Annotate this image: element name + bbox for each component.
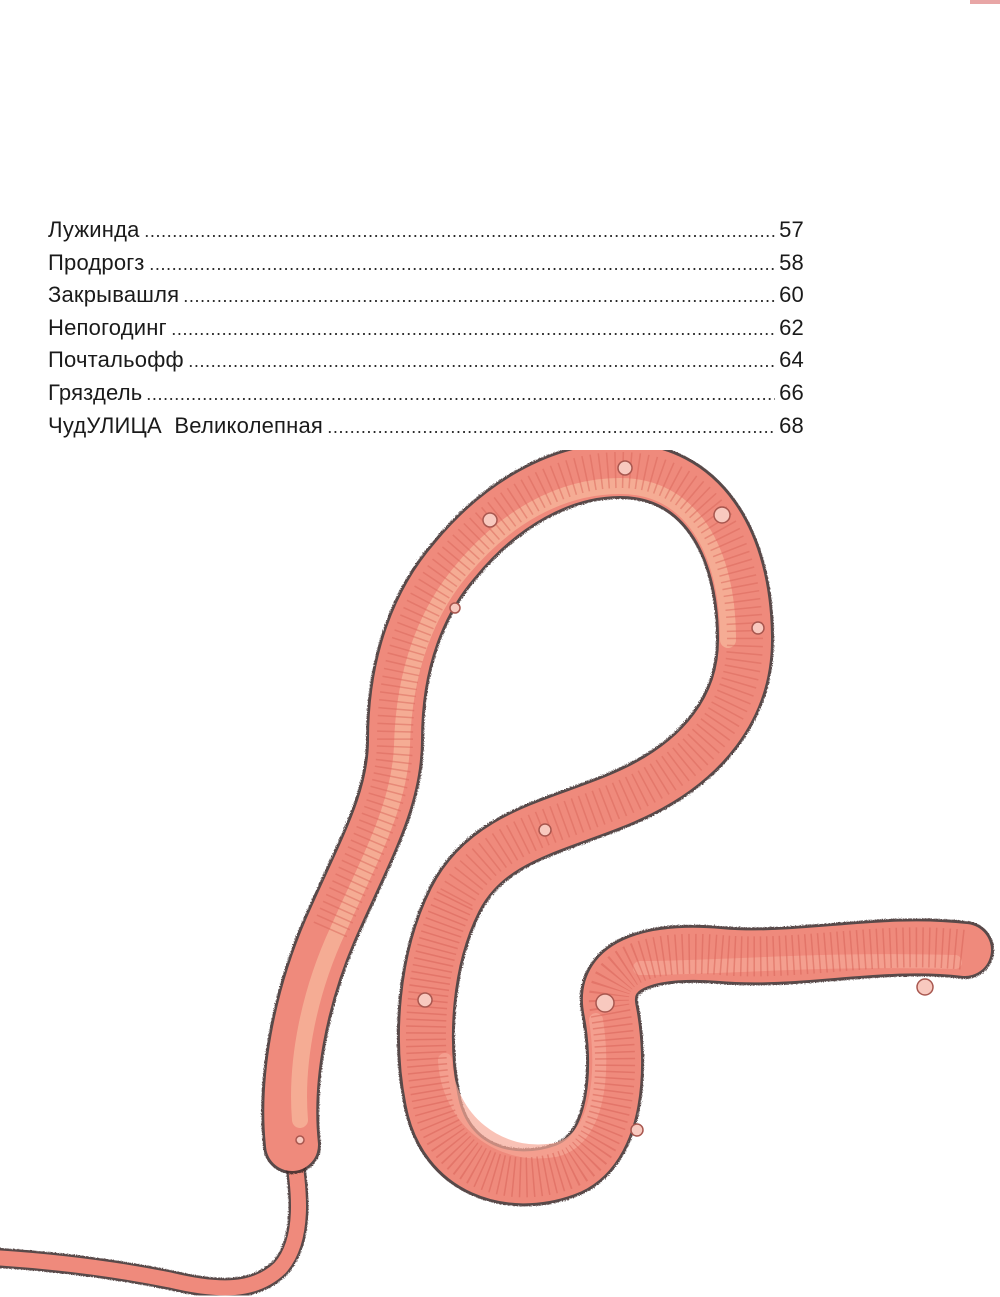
toc-entry-title: Гряздель (48, 379, 143, 405)
toc-entry (48, 410, 804, 443)
toc-leader-dots (144, 235, 776, 237)
toc-entry (48, 312, 804, 345)
toc-entry (48, 247, 804, 280)
toc-entry-page: 57 (779, 217, 804, 242)
toc-entry-title: Лужинда (48, 217, 140, 242)
toc-leader-dots (146, 398, 775, 400)
toc-entry-title: ЧудУЛИЦА Великолепная (48, 412, 324, 438)
toc-entry-title: Закрывашля (48, 282, 180, 308)
toc-entry (48, 377, 804, 410)
toc-leader-dots (183, 300, 775, 302)
toc-leader-dots (149, 268, 776, 270)
toc-leader-dots (188, 365, 775, 367)
toc-entry-page: 64 (779, 347, 804, 373)
toc-entry (48, 214, 804, 247)
toc-entry-page: 60 (779, 282, 804, 308)
toc-entry-title: Почтальофф (48, 347, 184, 373)
toc-entry-title: Продрогз (48, 249, 145, 275)
toc-entry (48, 344, 804, 377)
toc-entry-page: 58 (779, 249, 804, 275)
table-of-contents (48, 214, 804, 442)
toc-entry-page: 62 (779, 314, 804, 340)
worm-illustration (0, 450, 1000, 1297)
toc-entry-title: Непогодинг (48, 314, 167, 340)
toc-leader-dots (171, 333, 775, 335)
toc-leader-dots (327, 431, 775, 433)
toc-entry-page: 66 (779, 379, 804, 405)
toc-entry-page: 68 (779, 412, 804, 438)
corner-mark (970, 0, 1000, 4)
toc-entry (48, 279, 804, 312)
